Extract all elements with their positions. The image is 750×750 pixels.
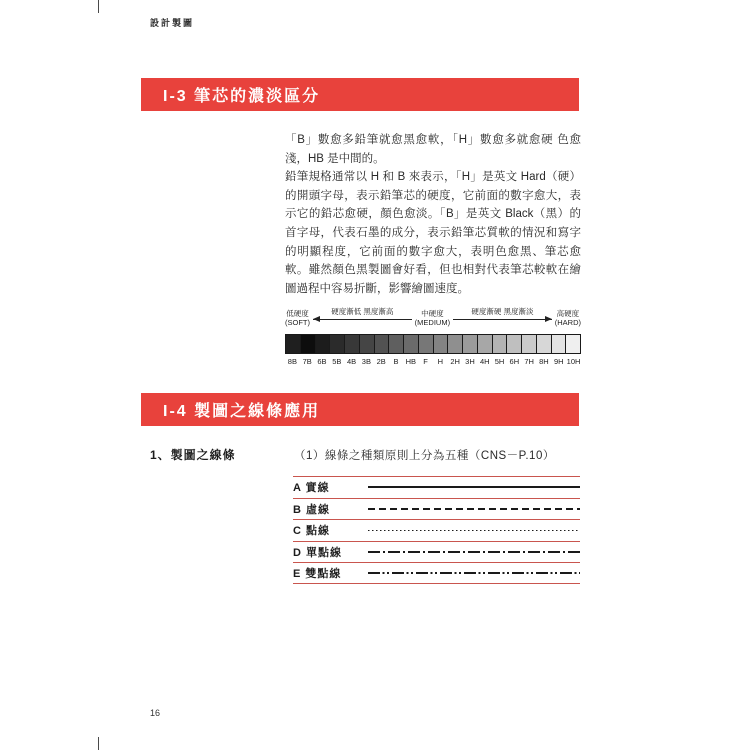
grade-label: 6H (509, 357, 520, 366)
pencil-gradient-bar (285, 334, 581, 354)
grade-label: 5B (332, 357, 342, 366)
crop-mark-bottom (98, 737, 99, 750)
grade-cell (300, 335, 315, 353)
grade-label: 4B (346, 357, 357, 366)
grade-cell (315, 335, 330, 353)
grade-cell (359, 335, 374, 353)
scale-label-medium-zh: 中硬度 (421, 309, 444, 318)
grade-cell (462, 335, 477, 353)
grade-label: 9H (553, 357, 564, 366)
crop-mark-top (98, 0, 99, 13)
section-heading-1-text: I-3 筆芯的濃淡區分 (163, 88, 321, 105)
page-number: 16 (150, 708, 161, 718)
scale-label-soft-zh: 低硬度 (286, 309, 309, 318)
line-types-intro: （1）線條之種類原則上分為五種（CNS－P.10） (294, 450, 555, 462)
scale-label-medium (415, 307, 450, 327)
line-type-row (293, 519, 580, 541)
grade-label: HB (405, 357, 416, 366)
grade-cell (536, 335, 551, 353)
scale-label-hard-en: (HARD) (554, 318, 582, 327)
grade-label: 2H (450, 357, 460, 366)
grade-label: 6B (317, 357, 327, 366)
scale-arrow-left-label: 硬度漸低 黑度漸高 (331, 307, 394, 316)
scale-label-soft (285, 307, 310, 327)
line-type-label: C 點線 (293, 525, 330, 538)
grade-label: B (393, 357, 399, 366)
paragraph: 鉛筆規格通常以 H 和 B 來表示，「H」是英文 Hard（硬）的開頭字母，表示鉛筆芯的硬度，它前面的數字愈大，表示它的鉛芯愈硬，顏色愈淡。「B」是英文 Black（黑）的首字母，代表石墨的成分，表示鉛筆芯質軟的情況和寫字的明顯程度，它前面的數字愈大，表明色愈黑、筆芯愈軟。雖然顏色黑製圖會好看，但也相對代表筆芯較軟在繪圖過程中容易折斷，影響繪圖速度。 (285, 171, 581, 295)
scale-header (285, 307, 581, 327)
scale-arrow-right-label: 硬度漸硬 黑度漸淡 (471, 307, 534, 316)
line-types-table (293, 476, 580, 584)
grade-cell (551, 335, 566, 353)
grade-label: 4H (479, 357, 490, 366)
line-type-row (293, 498, 580, 520)
section-heading-1 (141, 78, 579, 111)
grade-cell (521, 335, 536, 353)
right-arrow-icon (453, 319, 552, 320)
line-sample-solid (368, 486, 580, 488)
grade-cell (506, 335, 521, 353)
line-type-row (293, 476, 580, 498)
grade-cell (374, 335, 389, 353)
line-type-label: A 實線 (293, 482, 330, 495)
line-sample-dash-dot-dot (368, 572, 580, 574)
grade-cell (388, 335, 403, 353)
body-paragraphs (285, 131, 581, 298)
line-type-row (293, 541, 580, 563)
line-type-label: B 虛線 (293, 503, 330, 516)
line-sample-dash-dot (368, 551, 580, 553)
pencil-hardness-scale (285, 307, 581, 366)
grade-label: 3H (465, 357, 475, 366)
left-arrow-icon (313, 319, 412, 320)
grade-label: 3B (361, 357, 371, 366)
grade-label: 10H (566, 357, 581, 366)
grade-cell (286, 335, 300, 353)
grade-cell (565, 335, 580, 353)
grade-label: F (423, 357, 428, 366)
subsection-label: 1、製圖之線條 (150, 448, 236, 462)
grade-label: H (437, 357, 444, 366)
grade-label: 8H (539, 357, 549, 366)
grade-cell (329, 335, 344, 353)
grade-label: 7H (524, 357, 534, 366)
grade-cell (344, 335, 359, 353)
paragraph: 「B」數愈多鉛筆就愈黑愈軟，「H」數愈多就愈硬 色愈淺，HB 是中間的。 (285, 134, 581, 165)
line-sample-dashed (368, 508, 580, 510)
scale-label-soft-en: (SOFT) (285, 318, 310, 327)
scale-arrow-left-block (313, 307, 412, 320)
grade-cell (433, 335, 448, 353)
scale-label-medium-en: (MEDIUM) (414, 318, 451, 327)
grade-label: 5H (494, 357, 505, 366)
scale-arrow-right-block (453, 307, 552, 320)
grade-cell (492, 335, 507, 353)
scale-label-hard-zh: 高硬度 (556, 309, 580, 318)
grade-label: 7B (302, 357, 312, 366)
grade-cell (403, 335, 418, 353)
line-sample-dotted (368, 530, 580, 532)
line-type-label: D 單點線 (293, 546, 342, 559)
scale-label-hard (555, 307, 581, 327)
section-heading-2 (141, 393, 579, 426)
line-type-label: E 雙點線 (293, 567, 342, 580)
grade-cell (418, 335, 433, 353)
grade-cell (447, 335, 462, 353)
running-header: 設計製圖 (150, 18, 195, 28)
grade-label: 2B (376, 357, 386, 366)
pencil-grade-labels (285, 357, 581, 366)
line-type-row (293, 562, 580, 584)
grade-label: 8B (287, 357, 297, 366)
grade-cell (477, 335, 492, 353)
section-heading-2-text: I-4 製圖之線條應用 (163, 403, 321, 420)
